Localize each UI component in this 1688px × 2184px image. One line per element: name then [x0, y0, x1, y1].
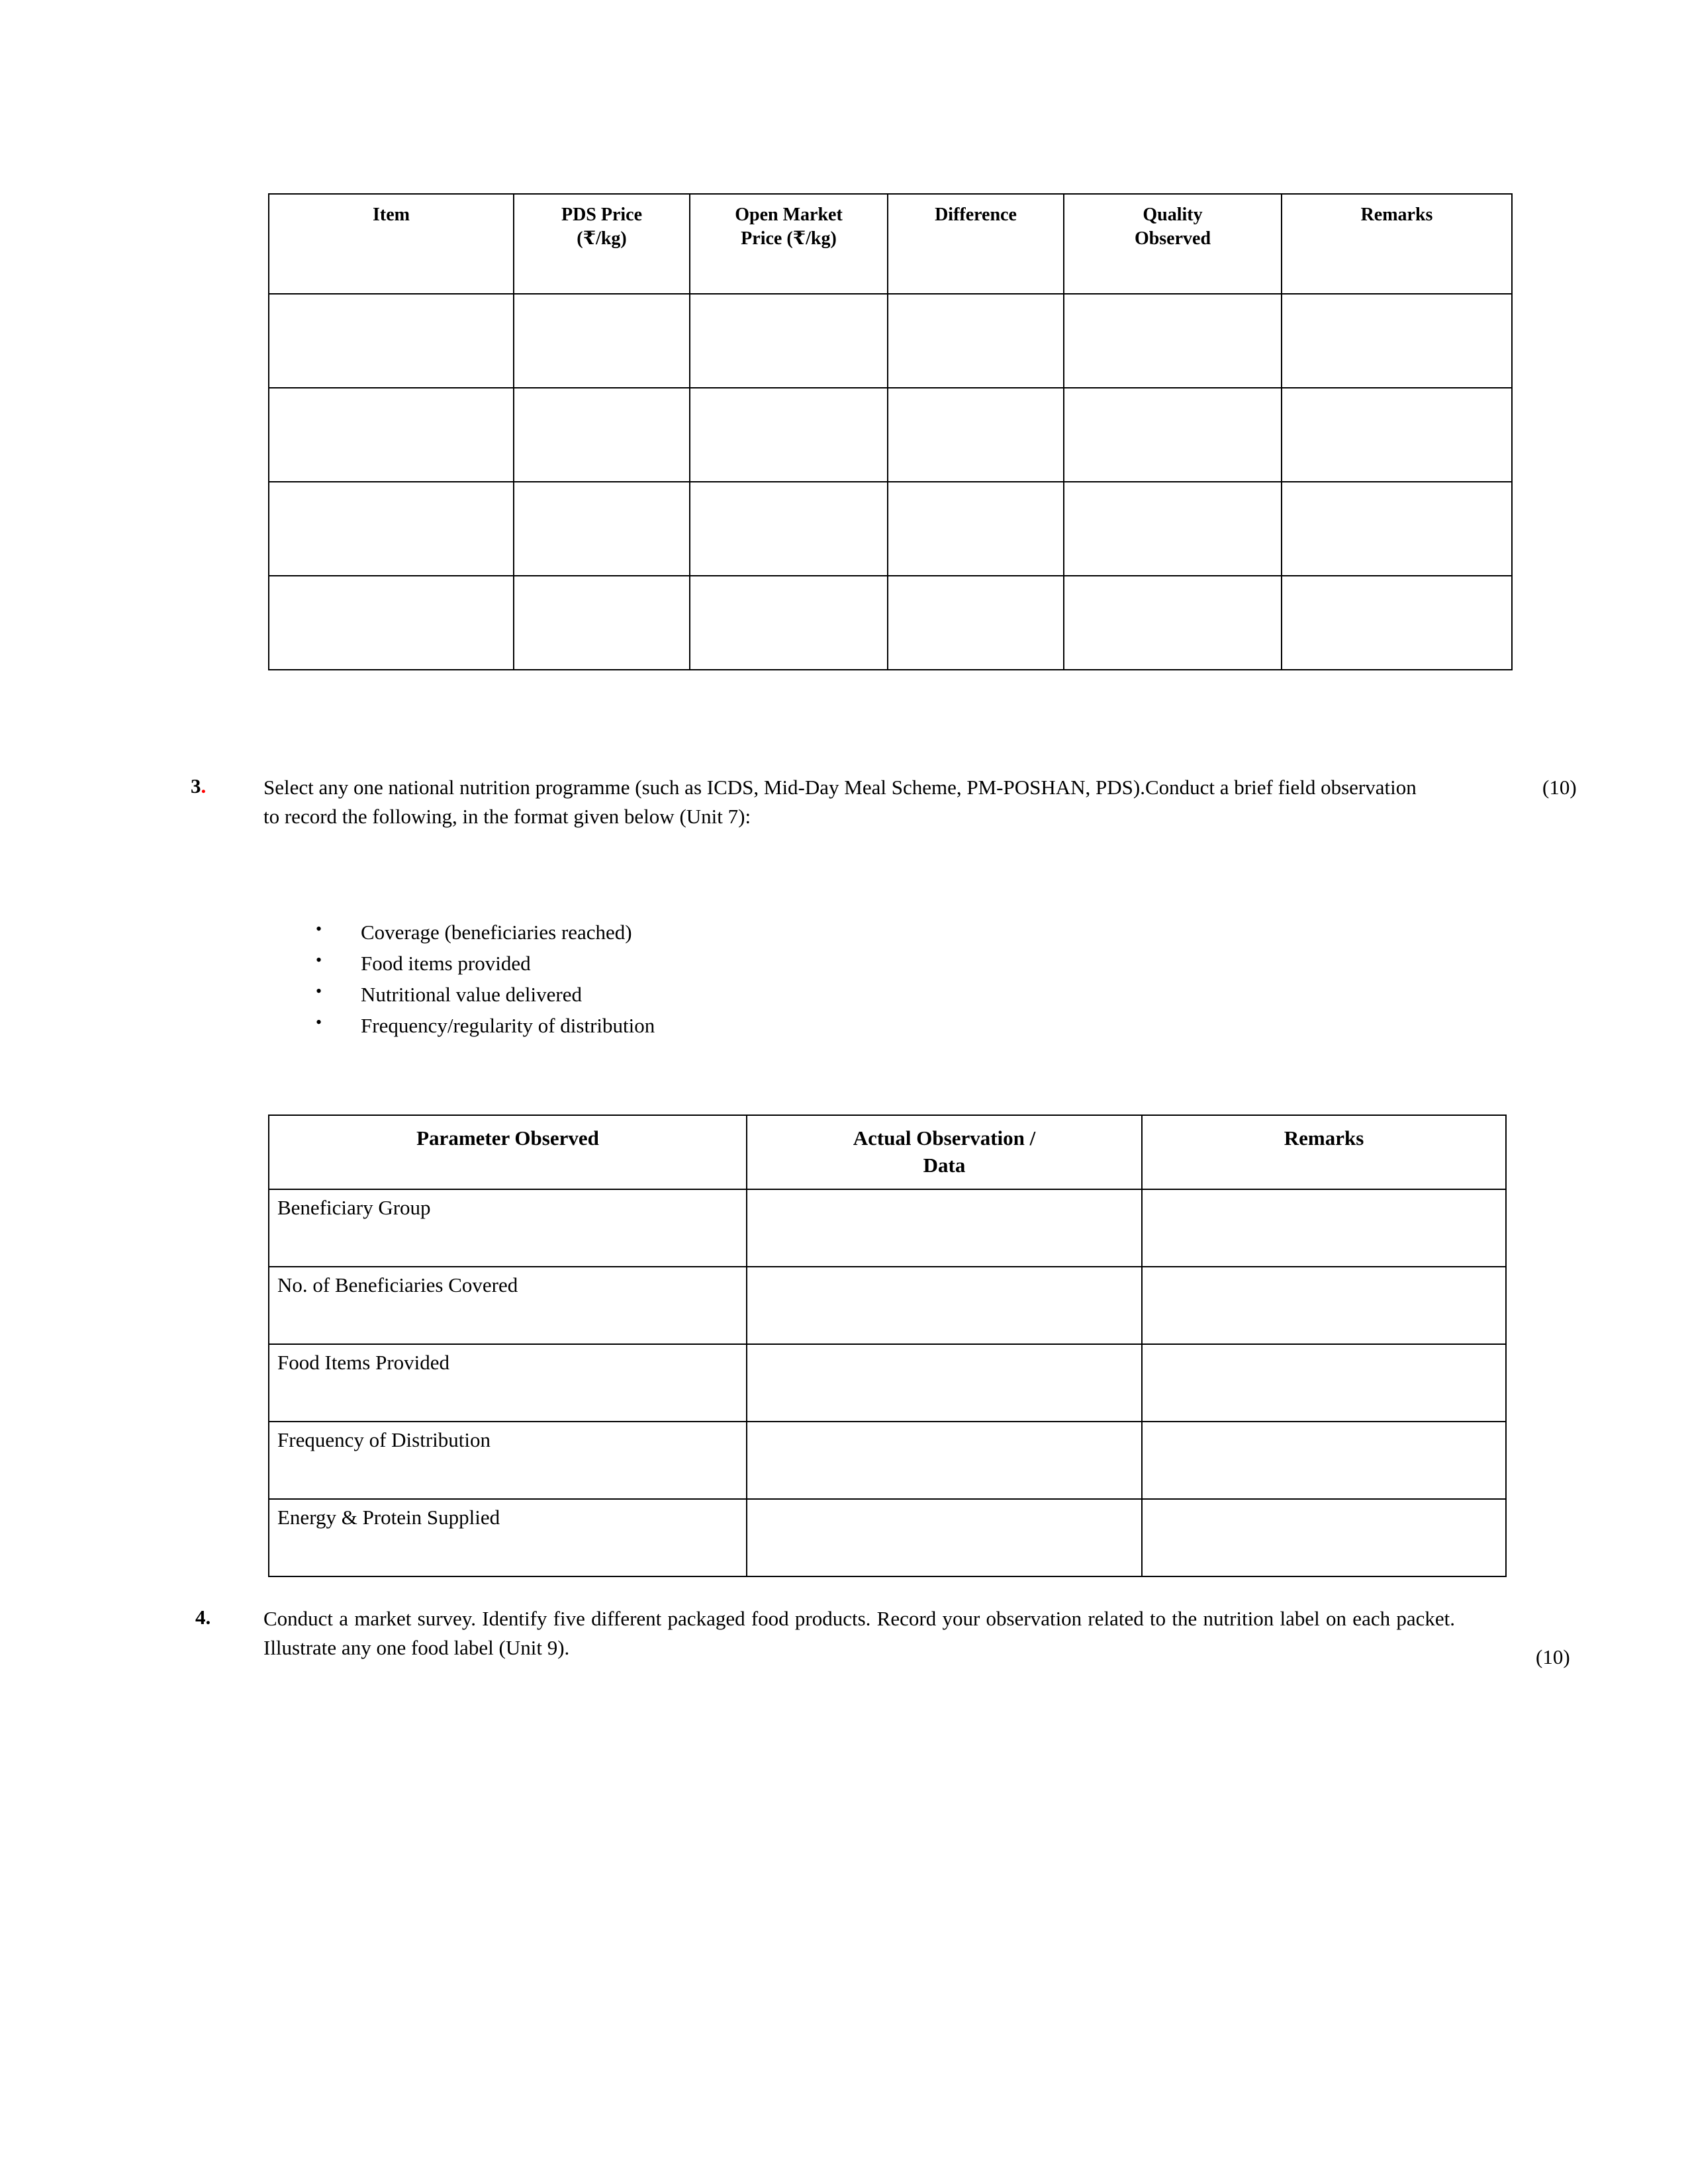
cell-observation[interactable]	[747, 1422, 1142, 1499]
cell-remarks[interactable]	[1142, 1344, 1506, 1422]
cell-quality-observed[interactable]	[1064, 294, 1282, 388]
table-row	[269, 1344, 1506, 1422]
programme-observation-table	[268, 1115, 1507, 1577]
list-item: • Nutritional value delivered	[288, 984, 655, 1005]
cell-open-market-price[interactable]	[690, 294, 888, 388]
row-label-energy-and-protein-supplied: Energy & Protein Supplied	[269, 1499, 747, 1576]
pds-price-line-1: PDS Price	[561, 205, 643, 225]
open-market-line-2: Price (₹/kg)	[741, 228, 837, 250]
cell-pds-price[interactable]	[514, 576, 690, 670]
cell-difference[interactable]	[888, 482, 1064, 576]
cell-remarks[interactable]	[1282, 294, 1512, 388]
table-row	[269, 576, 1512, 670]
cell-pds-price[interactable]	[514, 388, 690, 482]
cell-difference[interactable]	[888, 294, 1064, 388]
cell-remarks[interactable]	[1142, 1499, 1506, 1576]
cell-pds-price[interactable]	[514, 482, 690, 576]
table-row	[269, 1189, 1506, 1267]
cell-difference[interactable]	[888, 388, 1064, 482]
column-header-quality-observed	[1064, 194, 1282, 294]
column-header-item: Item	[269, 194, 514, 294]
question-4-number	[195, 1607, 211, 1627]
table-row	[269, 482, 1512, 576]
cell-observation[interactable]	[747, 1189, 1142, 1267]
cell-remarks[interactable]	[1282, 388, 1512, 482]
pds-price-line-2: (₹/kg)	[577, 228, 627, 250]
column-header-parameter-observed: Parameter Observed	[269, 1115, 747, 1189]
pds-price-comparison-table	[268, 193, 1513, 670]
cell-remarks[interactable]	[1282, 576, 1512, 670]
cell-remarks[interactable]	[1282, 482, 1512, 576]
cell-item[interactable]	[269, 482, 514, 576]
row-label-frequency-of-distribution: Frequency of Distribution	[269, 1422, 747, 1499]
row-label-no-of-beneficiaries-covered: No. of Beneficiaries Covered	[269, 1267, 747, 1344]
cell-quality-observed[interactable]	[1064, 388, 1282, 482]
quality-line-1: Quality	[1143, 205, 1203, 225]
cell-quality-observed[interactable]	[1064, 482, 1282, 576]
list-item: • Coverage (beneficiaries reached)	[288, 922, 655, 942]
table-row	[269, 388, 1512, 482]
cell-remarks[interactable]	[1142, 1267, 1506, 1344]
column-header-open-market-price	[690, 194, 888, 294]
column-header-difference: Difference	[888, 194, 1064, 294]
question-3-marks: (10)	[1542, 776, 1577, 799]
table-row	[269, 1422, 1506, 1499]
column-header-pds-price	[514, 194, 690, 294]
table-row	[269, 1267, 1506, 1344]
cell-open-market-price[interactable]	[690, 482, 888, 576]
question-3-text: Select any one national nutrition programme (such as ICDS, Mid-Day Meal Scheme, PM-POSHAN, PDS).Conduct a brief field observation to record the following, in the format given below (Unit 7):	[263, 776, 1417, 829]
column-header-actual-observation	[747, 1115, 1142, 1189]
column-header-remarks: Remarks	[1142, 1115, 1506, 1189]
question-3-bullet-list	[288, 922, 655, 1046]
cell-observation[interactable]	[747, 1267, 1142, 1344]
cell-pds-price[interactable]	[514, 294, 690, 388]
cell-item[interactable]	[269, 576, 514, 670]
cell-difference[interactable]	[888, 576, 1064, 670]
actual-observation-line-1: Actual Observation /	[853, 1126, 1036, 1150]
quality-line-2: Observed	[1134, 228, 1211, 250]
open-market-line-1: Open Market	[735, 205, 843, 225]
cell-observation[interactable]	[747, 1344, 1142, 1422]
cell-quality-observed[interactable]	[1064, 576, 1282, 670]
table-row	[269, 1499, 1506, 1576]
cell-observation[interactable]	[747, 1499, 1142, 1576]
question-4-number-dot: .	[205, 1606, 211, 1629]
row-label-beneficiary-group: Beneficiary Group	[269, 1189, 747, 1267]
table-header-row	[269, 1115, 1506, 1189]
cell-remarks[interactable]	[1142, 1189, 1506, 1267]
table-header-row	[269, 194, 1512, 294]
cell-item[interactable]	[269, 294, 514, 388]
column-header-remarks: Remarks	[1282, 194, 1512, 294]
question-3-number-dot: .	[201, 774, 207, 797]
cell-remarks[interactable]	[1142, 1422, 1506, 1499]
cell-open-market-price[interactable]	[690, 576, 888, 670]
table-row	[269, 294, 1512, 388]
cell-item[interactable]	[269, 388, 514, 482]
question-3-number	[191, 776, 206, 796]
actual-observation-line-2: Data	[923, 1153, 966, 1177]
question-4-marks: (10)	[1536, 1645, 1570, 1668]
cell-open-market-price[interactable]	[690, 388, 888, 482]
question-4-number-value: 4	[195, 1606, 206, 1629]
list-item: • Food items provided	[288, 953, 655, 974]
list-item: • Frequency/regularity of distribution	[288, 1015, 655, 1036]
question-3-number-value: 3	[191, 774, 201, 797]
question-4-text: Conduct a market survey. Identify five different packaged food products. Record your observation related to the nutrition label on each packet. Illustrate any one food label (Unit 9).	[263, 1607, 1455, 1660]
row-label-food-items-provided: Food Items Provided	[269, 1344, 747, 1422]
